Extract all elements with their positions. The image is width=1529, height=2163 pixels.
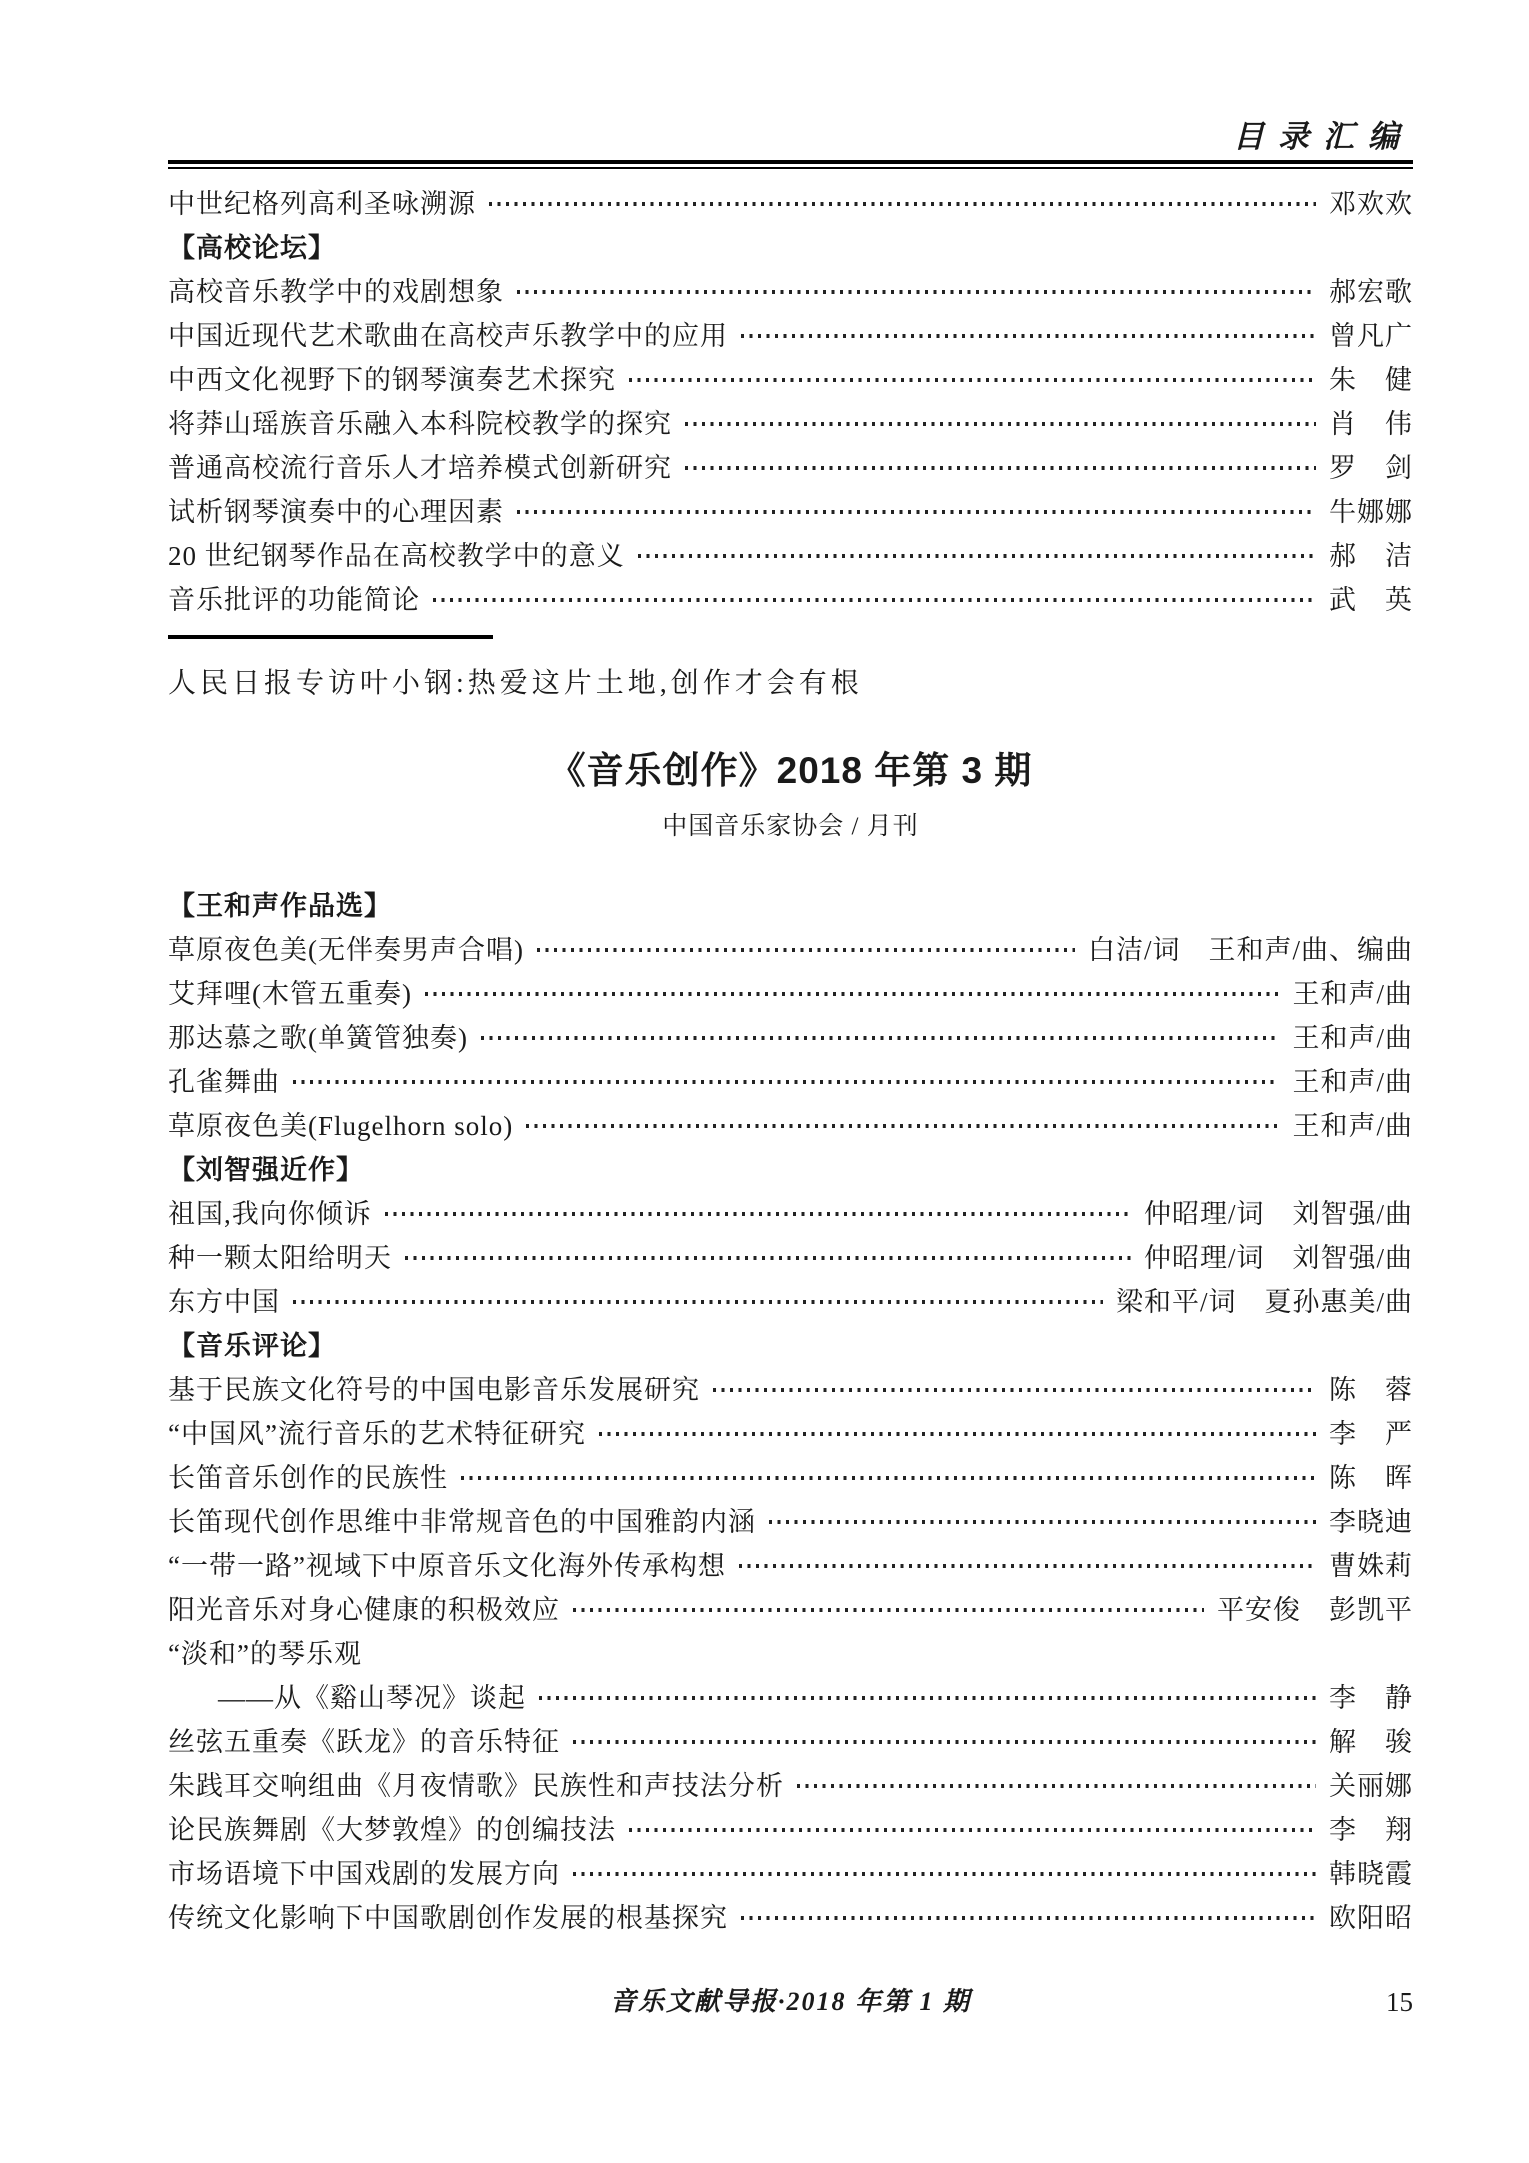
dot-leader bbox=[599, 1432, 1316, 1436]
toc-entry-row bbox=[168, 311, 1413, 355]
entry-title: 艾拜哩(木管五重奏) bbox=[168, 978, 412, 1009]
dot-leader bbox=[739, 1564, 1316, 1568]
section-label: 【音乐评论】 bbox=[168, 1330, 336, 1361]
entry-authors: 郝宏歌 bbox=[1329, 276, 1413, 307]
dot-leader bbox=[489, 202, 1316, 206]
toc-entry-row bbox=[168, 1717, 1413, 1761]
entry-authors: 李 翔 bbox=[1329, 1814, 1413, 1845]
dot-leader bbox=[797, 1784, 1316, 1788]
toc-entry-row bbox=[168, 925, 1413, 969]
section-header-row bbox=[168, 881, 1413, 925]
entry-title: 长笛音乐创作的民族性 bbox=[168, 1462, 448, 1493]
entry-title: 祖国,我向你倾诉 bbox=[168, 1198, 372, 1229]
page-content bbox=[168, 0, 1413, 1937]
toc-entry-row bbox=[168, 1277, 1413, 1321]
dot-leader bbox=[293, 1080, 1279, 1084]
toc-list-journal bbox=[168, 881, 1413, 1937]
entry-title: 那达慕之歌(单簧管独奏) bbox=[168, 1022, 468, 1053]
entry-title: 市场语境下中国戏剧的发展方向 bbox=[168, 1858, 560, 1889]
journal-subtitle: 中国音乐家协会 / 月刊 bbox=[662, 813, 919, 841]
dot-leader bbox=[517, 510, 1316, 514]
entry-authors: 王和声/曲 bbox=[1292, 1110, 1413, 1141]
header-rule bbox=[168, 160, 1413, 169]
toc-entry-row bbox=[168, 1233, 1413, 1277]
toc-entry-row bbox=[168, 1057, 1413, 1101]
dot-leader bbox=[461, 1476, 1316, 1480]
section-header-row bbox=[168, 1145, 1413, 1189]
toc-entry-row bbox=[168, 1849, 1413, 1893]
entry-authors: 李 静 bbox=[1329, 1682, 1413, 1713]
dot-leader bbox=[638, 554, 1316, 558]
toc-entry-row bbox=[168, 1409, 1413, 1453]
toc-entry-row bbox=[168, 1585, 1413, 1629]
dot-leader bbox=[385, 1212, 1131, 1216]
entry-authors: 武 英 bbox=[1329, 584, 1413, 615]
section-header-row bbox=[168, 1321, 1413, 1365]
section-divider bbox=[168, 635, 493, 639]
entry-authors: 韩晓霞 bbox=[1329, 1858, 1413, 1889]
dot-leader bbox=[573, 1608, 1204, 1612]
toc-entry-row bbox=[168, 1101, 1413, 1145]
news-line: 人民日报专访叶小钢:热爱这片土地,创作才会有根 bbox=[168, 668, 863, 700]
entry-authors: 王和声/曲 bbox=[1292, 1022, 1413, 1053]
entry-authors: 解 骏 bbox=[1329, 1726, 1413, 1757]
toc-entry-row bbox=[168, 575, 1413, 619]
dot-leader bbox=[481, 1036, 1280, 1040]
entry-title: 阳光音乐对身心健康的积极效应 bbox=[168, 1594, 560, 1625]
toc-entry-row bbox=[168, 1629, 1413, 1673]
journal-heading-block bbox=[168, 747, 1413, 845]
entry-title: 高校音乐教学中的戏剧想象 bbox=[168, 276, 504, 307]
dot-leader bbox=[537, 948, 1075, 952]
entry-title: 孔雀舞曲 bbox=[168, 1066, 280, 1097]
toc-entry-row bbox=[168, 1673, 1413, 1717]
entry-title: “淡和”的琴乐观 bbox=[168, 1638, 362, 1669]
toc-entry-row bbox=[168, 1761, 1413, 1805]
entry-authors: 曹姝莉 bbox=[1329, 1550, 1413, 1581]
dot-leader bbox=[741, 1916, 1316, 1920]
entry-authors: 平安俊 彭凯平 bbox=[1217, 1594, 1413, 1625]
entry-authors: 梁和平/词 夏孙惠美/曲 bbox=[1115, 1286, 1413, 1317]
footer-journal-line: 音乐文献导报·2018 年第 1 期 bbox=[609, 1987, 971, 2016]
entry-authors: 关丽娜 bbox=[1329, 1770, 1413, 1801]
entry-title: 音乐批评的功能简论 bbox=[168, 584, 420, 615]
entry-authors: 欧阳昭 bbox=[1329, 1902, 1413, 1933]
entry-title: 草原夜色美(Flugelhorn solo) bbox=[168, 1110, 514, 1141]
toc-list-top bbox=[168, 179, 1413, 619]
dot-leader bbox=[425, 992, 1280, 996]
toc-entry-row bbox=[168, 1189, 1413, 1233]
entry-authors: 朱 健 bbox=[1329, 364, 1413, 395]
dot-leader bbox=[629, 1828, 1316, 1832]
entry-authors: 陈 晖 bbox=[1329, 1462, 1413, 1493]
entry-authors: 曾凡广 bbox=[1329, 320, 1413, 351]
running-head: 目录汇编 bbox=[1233, 119, 1413, 154]
entry-title: 中世纪格列高利圣咏溯源 bbox=[168, 188, 476, 219]
dot-leader bbox=[293, 1300, 1103, 1304]
entry-title: 论民族舞剧《大梦敦煌》的创编技法 bbox=[168, 1814, 616, 1845]
entry-authors: 李 严 bbox=[1329, 1418, 1413, 1449]
toc-entry-row bbox=[168, 487, 1413, 531]
toc-entry-row bbox=[168, 355, 1413, 399]
toc-entry-row bbox=[168, 399, 1413, 443]
dot-leader bbox=[685, 466, 1316, 470]
entry-title: 中西文化视野下的钢琴演奏艺术探究 bbox=[168, 364, 616, 395]
dot-leader bbox=[517, 290, 1316, 294]
entry-title: 普通高校流行音乐人才培养模式创新研究 bbox=[168, 452, 672, 483]
entry-authors: 王和声/曲 bbox=[1292, 1066, 1413, 1097]
entry-title: 种一颗太阳给明天 bbox=[168, 1242, 392, 1273]
entry-authors: 王和声/曲 bbox=[1292, 978, 1413, 1009]
entry-title: 丝弦五重奏《跃龙》的音乐特征 bbox=[168, 1726, 560, 1757]
entry-authors: 仲昭理/词 刘智强/曲 bbox=[1143, 1198, 1413, 1229]
entry-title: 朱践耳交响组曲《月夜情歌》民族性和声技法分析 bbox=[168, 1770, 784, 1801]
entry-title: ——从《谿山琴况》谈起 bbox=[218, 1682, 526, 1713]
entry-title: 20 世纪钢琴作品在高校教学中的意义 bbox=[168, 540, 625, 571]
page-footer bbox=[168, 1982, 1413, 2022]
toc-entry-row bbox=[168, 1805, 1413, 1849]
section-label: 【王和声作品选】 bbox=[168, 890, 392, 921]
entry-authors: 邓欢欢 bbox=[1329, 188, 1413, 219]
dot-leader bbox=[526, 1124, 1279, 1128]
dot-leader bbox=[769, 1520, 1316, 1524]
entry-title: 传统文化影响下中国歌剧创作发展的根基探究 bbox=[168, 1902, 728, 1933]
toc-entry-row bbox=[168, 267, 1413, 311]
toc-entry-row bbox=[168, 1893, 1413, 1937]
section-label: 【高校论坛】 bbox=[168, 232, 336, 263]
entry-authors: 仲昭理/词 刘智强/曲 bbox=[1143, 1242, 1413, 1273]
dot-leader bbox=[741, 334, 1316, 338]
entry-title: “中国风”流行音乐的艺术特征研究 bbox=[168, 1418, 586, 1449]
dot-leader bbox=[573, 1740, 1316, 1744]
section-label: 【刘智强近作】 bbox=[168, 1154, 364, 1185]
entry-title: 长笛现代创作思维中非常规音色的中国雅韵内涵 bbox=[168, 1506, 756, 1537]
dot-leader bbox=[573, 1872, 1316, 1876]
dot-leader bbox=[629, 378, 1316, 382]
entry-authors: 罗 剑 bbox=[1329, 452, 1413, 483]
dot-leader bbox=[713, 1388, 1316, 1392]
entry-title: 基于民族文化符号的中国电影音乐发展研究 bbox=[168, 1374, 700, 1405]
toc-entry-row bbox=[168, 531, 1413, 575]
toc-entry-row bbox=[168, 1497, 1413, 1541]
entry-authors: 陈 蓉 bbox=[1329, 1374, 1413, 1405]
entry-title: 东方中国 bbox=[168, 1286, 280, 1317]
entry-authors: 肖 伟 bbox=[1329, 408, 1413, 439]
dot-leader bbox=[539, 1696, 1316, 1700]
entry-authors: 郝 洁 bbox=[1329, 540, 1413, 571]
toc-entry-row bbox=[168, 969, 1413, 1013]
toc-entry-row bbox=[168, 179, 1413, 223]
entry-title: 中国近现代艺术歌曲在高校声乐教学中的应用 bbox=[168, 320, 728, 351]
dot-leader bbox=[685, 422, 1316, 426]
entry-title: 草原夜色美(无伴奏男声合唱) bbox=[168, 934, 524, 965]
toc-entry-row bbox=[168, 1541, 1413, 1585]
entry-authors: 牛娜娜 bbox=[1329, 496, 1413, 527]
entry-title: 将莽山瑶族音乐融入本科院校教学的探究 bbox=[168, 408, 672, 439]
toc-entry-row bbox=[168, 1365, 1413, 1409]
entry-title: 试析钢琴演奏中的心理因素 bbox=[168, 496, 504, 527]
entry-authors: 白洁/词 王和声/曲、编曲 bbox=[1087, 934, 1413, 965]
dot-leader bbox=[433, 598, 1316, 602]
journal-title: 《音乐创作》2018 年第 3 期 bbox=[548, 750, 1033, 792]
toc-entry-row bbox=[168, 1453, 1413, 1497]
section-header-row bbox=[168, 223, 1413, 267]
footer-page-number: 15 bbox=[1386, 1987, 1413, 2017]
dot-leader bbox=[405, 1256, 1131, 1260]
toc-entry-row bbox=[168, 1013, 1413, 1057]
entry-title: “一带一路”视域下中原音乐文化海外传承构想 bbox=[168, 1550, 726, 1581]
entry-authors: 李晓迪 bbox=[1329, 1506, 1413, 1537]
toc-entry-row bbox=[168, 443, 1413, 487]
